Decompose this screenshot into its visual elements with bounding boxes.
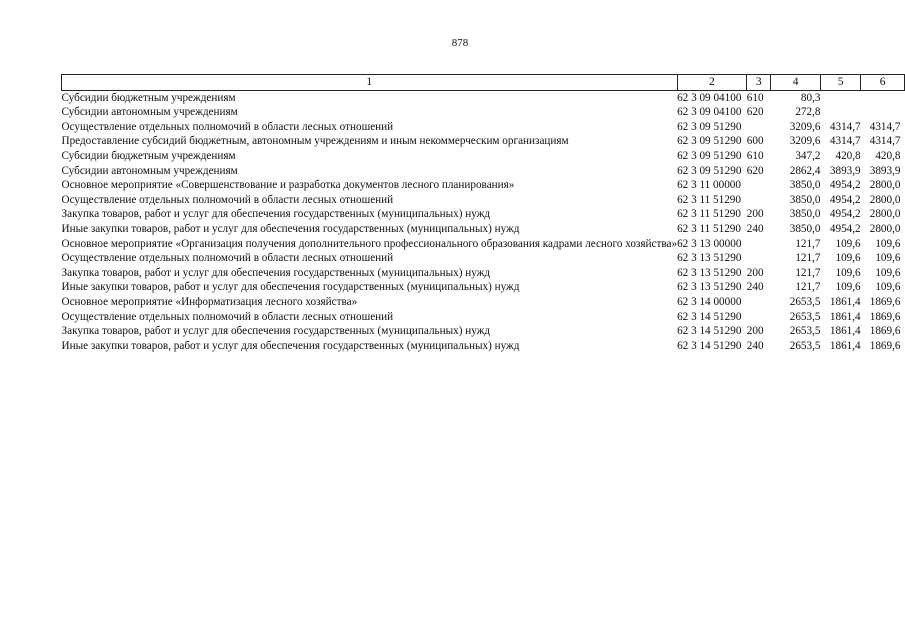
row-name: Основное мероприятие «Информатизация лесного хозяйства»	[61, 295, 358, 308]
row-code: 62 3 13 51290	[677, 281, 742, 294]
table-row	[62, 120, 905, 135]
row-name: Основное мероприятие «Совершенствование и разработка документов лесного планирования»	[61, 179, 515, 192]
row-code: 62 3 09 51290	[677, 135, 742, 148]
row-value-col5: 4954,2	[829, 208, 861, 221]
row-expense-type	[747, 310, 771, 325]
row-value-col5: 4954,2	[829, 193, 861, 206]
row-value-col4: 272,8	[795, 106, 821, 119]
row-code: 62 3 11 51290	[677, 208, 741, 221]
table-row	[62, 339, 905, 354]
row-name: Осуществление отдельных полномочий в области лесных отношений	[61, 310, 394, 323]
row-expense-type	[747, 237, 771, 252]
row-value-col4: 3850,0	[789, 193, 821, 206]
row-expense-type	[747, 120, 771, 135]
table-row	[62, 324, 905, 339]
table-header-row	[62, 75, 905, 91]
row-value-col4: 121,7	[795, 252, 821, 265]
row-code: 62 3 14 51290	[677, 310, 742, 323]
row-value-col6: 109,6	[875, 266, 901, 279]
row-value-col5: 1861,4	[829, 325, 861, 338]
table-row	[62, 178, 905, 193]
row-code: 62 3 11 51290	[677, 222, 741, 235]
row-code: 62 3 09 04100	[677, 91, 742, 104]
row-value-col4: 2862,4	[789, 164, 821, 177]
row-value-col6: 2800,0	[869, 222, 901, 235]
row-value-col4: 2653,5	[789, 339, 821, 352]
row-code: 62 3 14 51290	[677, 325, 742, 338]
row-value-col4: 121,7	[795, 237, 821, 250]
row-name: Закупка товаров, работ и услуг для обеспечения государственных (муниципальных) нужд	[61, 325, 491, 338]
row-value-col5: 109,6	[835, 237, 861, 250]
row-name: Осуществление отдельных полномочий в области лесных отношений	[61, 120, 394, 133]
row-value-col5	[820, 105, 860, 120]
row-value-col4: 2653,5	[789, 310, 821, 323]
row-expense-type	[747, 251, 771, 266]
table-row	[62, 222, 905, 237]
row-code: 62 3 13 51290	[677, 266, 742, 279]
column-header-5: 5	[820, 75, 860, 91]
row-value-col6: 1869,6	[869, 295, 901, 308]
row-expense-type: 200	[746, 266, 764, 279]
column-header-6: 6	[861, 75, 905, 91]
row-value-col6: 1869,6	[869, 325, 901, 338]
row-code: 62 3 14 51290	[677, 339, 742, 352]
row-code: 62 3 13 51290	[677, 252, 742, 265]
row-expense-type	[747, 193, 771, 208]
row-value-col6: 1869,6	[869, 339, 901, 352]
row-expense-type: 600	[746, 135, 764, 148]
row-name: Субсидии бюджетным учреждениям	[61, 91, 236, 104]
row-value-col4: 347,2	[795, 149, 821, 162]
row-expense-type: 620	[746, 164, 764, 177]
row-name: Субсидии бюджетным учреждениям	[61, 149, 236, 162]
row-value-col6: 1869,6	[869, 310, 901, 323]
column-header-2: 2	[677, 75, 747, 91]
row-code: 62 3 13 00000	[677, 237, 742, 250]
row-value-col5: 109,6	[835, 252, 861, 265]
row-value-col5: 4954,2	[829, 179, 861, 192]
row-expense-type: 240	[746, 222, 764, 235]
row-expense-type: 200	[746, 325, 764, 338]
row-expense-type: 620	[746, 106, 764, 119]
row-value-col6: 4314,7	[869, 135, 901, 148]
row-name: Основное мероприятие «Организация получения дополнительного профессионального образования кадрами лесного хозяйства»	[61, 237, 678, 250]
table-row	[62, 164, 905, 179]
row-value-col6: 2800,0	[869, 208, 901, 221]
row-value-col6	[861, 90, 905, 105]
table-row	[62, 237, 905, 252]
table-row	[62, 266, 905, 281]
row-value-col5: 4314,7	[829, 120, 861, 133]
row-value-col4: 3850,0	[789, 208, 821, 221]
column-header-3: 3	[747, 75, 771, 91]
row-name: Иные закупки товаров, работ и услуг для обеспечения государственных (муниципальных) нужд	[61, 339, 520, 352]
row-expense-type: 200	[746, 208, 764, 221]
row-expense-type: 240	[746, 281, 764, 294]
row-code: 62 3 11 51290	[677, 193, 741, 206]
row-value-col4: 121,7	[795, 281, 821, 294]
row-expense-type	[747, 295, 771, 310]
table-row	[62, 134, 905, 149]
table-row	[62, 310, 905, 325]
row-value-col4: 3850,0	[789, 222, 821, 235]
table-row	[62, 207, 905, 222]
budget-table	[61, 74, 905, 353]
column-header-1: 1	[62, 75, 678, 91]
row-value-col5: 4314,7	[829, 135, 861, 148]
table-body	[62, 90, 905, 353]
row-expense-type: 610	[746, 149, 764, 162]
row-name: Осуществление отдельных полномочий в области лесных отношений	[61, 193, 394, 206]
row-expense-type: 240	[746, 339, 764, 352]
column-header-4: 4	[771, 75, 821, 91]
row-value-col5: 109,6	[835, 266, 861, 279]
row-value-col4: 121,7	[795, 266, 821, 279]
row-value-col5: 4954,2	[829, 222, 861, 235]
row-value-col6: 109,6	[875, 281, 901, 294]
row-expense-type: 610	[746, 91, 764, 104]
row-name: Иные закупки товаров, работ и услуг для обеспечения государственных (муниципальных) нужд	[61, 222, 520, 235]
table-row	[62, 105, 905, 120]
row-value-col6: 109,6	[875, 237, 901, 250]
row-value-col5: 1861,4	[829, 339, 861, 352]
table-row	[62, 280, 905, 295]
row-value-col6: 2800,0	[869, 179, 901, 192]
row-value-col4: 3209,6	[789, 135, 821, 148]
row-value-col5: 1861,4	[829, 310, 861, 323]
row-name: Предоставление субсидий бюджетным, автономным учреждениям и иным некоммерческим организациям	[61, 135, 569, 148]
row-value-col6: 2800,0	[869, 193, 901, 206]
table-row	[62, 149, 905, 164]
row-value-col6	[861, 105, 905, 120]
row-value-col5	[820, 90, 860, 105]
row-name: Субсидии автономным учреждениям	[61, 164, 238, 177]
row-expense-type	[747, 178, 771, 193]
row-code: 62 3 09 04100	[677, 106, 742, 119]
row-value-col5: 3893,9	[829, 164, 861, 177]
row-code: 62 3 14 00000	[677, 295, 742, 308]
row-value-col4: 80,3	[800, 91, 821, 104]
row-code: 62 3 09 51290	[677, 120, 742, 133]
row-name: Закупка товаров, работ и услуг для обеспечения государственных (муниципальных) нужд	[61, 208, 491, 221]
table-row	[62, 193, 905, 208]
row-value-col4: 3209,6	[789, 120, 821, 133]
row-code: 62 3 11 00000	[677, 179, 741, 192]
table-row	[62, 295, 905, 310]
table-row	[62, 90, 905, 105]
row-name: Закупка товаров, работ и услуг для обеспечения государственных (муниципальных) нужд	[61, 266, 491, 279]
row-value-col5: 420,8	[835, 149, 861, 162]
row-value-col5: 1861,4	[829, 295, 861, 308]
row-value-col5: 109,6	[835, 281, 861, 294]
row-value-col4: 2653,5	[789, 325, 821, 338]
row-name: Осуществление отдельных полномочий в области лесных отношений	[61, 252, 394, 265]
row-value-col6: 4314,7	[869, 120, 901, 133]
row-name: Субсидии автономным учреждениям	[61, 106, 238, 119]
row-code: 62 3 09 51290	[677, 149, 742, 162]
table-row	[62, 251, 905, 266]
row-value-col6: 420,8	[875, 149, 901, 162]
row-value-col4: 3850,0	[789, 179, 821, 192]
row-value-col6: 3893,9	[869, 164, 901, 177]
row-name: Иные закупки товаров, работ и услуг для обеспечения государственных (муниципальных) нужд	[61, 281, 520, 294]
row-code: 62 3 09 51290	[677, 164, 742, 177]
row-value-col4: 2653,5	[789, 295, 821, 308]
page-number: 878	[451, 37, 469, 49]
row-value-col6: 109,6	[875, 252, 901, 265]
